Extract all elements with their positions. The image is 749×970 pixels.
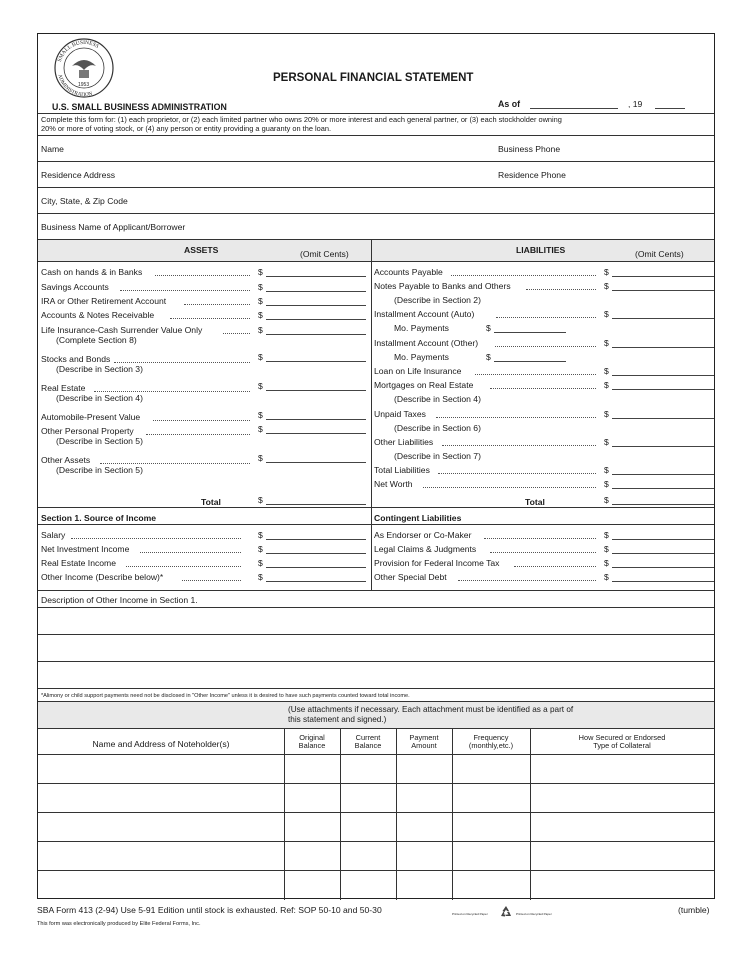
section1-heading: Section 1. Source of Income [41, 513, 157, 523]
name-label: Name [41, 144, 64, 154]
dotted-leader [94, 391, 250, 392]
col-header-current-l2: Balance [354, 741, 382, 750]
liabilities-total-field[interactable] [612, 504, 714, 505]
col-header-secured-l2: Type of Collateral [593, 741, 651, 750]
instructions-line-1: Complete this form for: (1) each proprietor, or (2) each limited partner who owns 20% or more interest and each general partner, or (3) each stockholder owning [41, 115, 562, 124]
dollar-sign: $ [604, 380, 609, 390]
liability-label: Net Worth [374, 479, 413, 489]
dollar-sign: $ [258, 558, 263, 568]
income-label: Salary [41, 530, 66, 540]
dotted-leader [140, 552, 241, 553]
asset-amount-field[interactable] [266, 462, 366, 463]
asset-label: IRA or Other Retirement Account [41, 296, 167, 306]
asset-amount-field[interactable] [266, 319, 366, 320]
dotted-leader [114, 362, 250, 363]
business-phone-label: Business Phone [498, 144, 561, 154]
income-label: Real Estate Income [41, 558, 116, 568]
dotted-leader [155, 275, 250, 276]
income-amount-field[interactable] [266, 581, 366, 582]
asset-label: Automobile-Present Value [41, 412, 141, 422]
contingent-amount-field[interactable] [612, 581, 714, 582]
asset-sublabel: (Describe in Section 5) [56, 465, 143, 475]
dotted-leader [184, 304, 250, 305]
asset-label: Real Estate [41, 383, 86, 393]
dollar-sign: $ [604, 558, 609, 568]
asset-amount-field[interactable] [266, 433, 366, 434]
dotted-leader [514, 566, 596, 567]
dollar-sign: $ [486, 323, 491, 333]
table-row[interactable] [38, 755, 714, 783]
dollar-sign: $ [258, 325, 263, 335]
business-name-label: Business Name of Applicant/Borrower [41, 222, 186, 232]
rule-line [38, 161, 714, 162]
dollar-sign: $ [604, 465, 609, 475]
liability-sublabel: (Describe in Section 4) [394, 394, 481, 404]
dotted-leader [120, 290, 250, 291]
income-label: Other Income (Describe below)* [41, 572, 164, 582]
asset-label: Accounts & Notes Receivable [41, 310, 155, 320]
contingent-amount-field[interactable] [612, 553, 714, 554]
dollar-sign: $ [258, 572, 263, 582]
attachments-line-2: this statement and signed.) [288, 715, 387, 724]
col-header-noteholder: Name and Address of Noteholder(s) [92, 739, 230, 749]
liability-label: Other Liabilities [374, 437, 434, 447]
dollar-sign: $ [258, 424, 263, 434]
seal-year: 1953 [78, 82, 90, 88]
as-of-date-field[interactable] [530, 108, 618, 109]
rule-line [38, 507, 714, 508]
city-state-zip-field[interactable] [148, 189, 708, 213]
residence-phone-field[interactable] [583, 163, 708, 187]
asset-label: Savings Accounts [41, 282, 109, 292]
dollar-sign: $ [258, 310, 263, 320]
contingent-label: Legal Claims & Judgments [374, 544, 477, 554]
dollar-sign: $ [258, 282, 263, 292]
liabilities-total-label: Total [525, 497, 545, 507]
assets-liabilities-divider [371, 239, 372, 507]
income-contingent-divider [371, 507, 372, 590]
attachments-line-1: (Use attachments if necessary. Each attachment must be identified as a part of [288, 705, 574, 714]
year-field[interactable] [655, 108, 685, 109]
rule-line [38, 113, 714, 114]
dotted-leader [153, 420, 250, 421]
rule-line [38, 524, 714, 525]
asset-amount-field[interactable] [266, 334, 366, 335]
liability-amount-field[interactable] [612, 488, 714, 489]
col-header-current-l1: Current [355, 733, 381, 742]
rule-line [38, 213, 714, 214]
dollar-sign: $ [604, 495, 609, 505]
year-prefix: , 19 [628, 99, 643, 109]
dollar-sign: $ [258, 544, 263, 554]
liability-amount-field[interactable] [612, 347, 714, 348]
asset-amount-field[interactable] [266, 361, 366, 362]
monthly-payment-field[interactable] [494, 361, 566, 362]
asset-sublabel: (Describe in Section 3) [56, 364, 143, 374]
monthly-payment-field[interactable] [494, 332, 566, 333]
dotted-leader [475, 374, 596, 375]
liability-sublabel: (Describe in Section 2) [394, 295, 481, 305]
dotted-leader [100, 463, 250, 464]
form-title: PERSONAL FINANCIAL STATEMENT [273, 72, 474, 84]
dotted-leader [438, 473, 596, 474]
contingent-label: As Endorser or Co-Maker [374, 530, 472, 540]
asset-amount-field[interactable] [266, 305, 366, 306]
liability-amount-field[interactable] [612, 375, 714, 376]
dotted-leader [458, 580, 596, 581]
asset-amount-field[interactable] [266, 419, 366, 420]
dollar-sign: $ [604, 338, 609, 348]
contingent-amount-field[interactable] [612, 567, 714, 568]
dotted-leader [490, 552, 596, 553]
liability-amount-field[interactable] [612, 474, 714, 475]
liability-amount-field[interactable] [612, 290, 714, 291]
col-header-original-l2: Balance [298, 741, 326, 750]
asset-sublabel: (Complete Section 8) [56, 335, 137, 345]
dollar-sign: $ [486, 352, 491, 362]
income-amount-field[interactable] [266, 567, 366, 568]
liability-sublabel: (Describe in Section 7) [394, 451, 481, 461]
liability-label: Installment Account (Other) [374, 338, 479, 348]
dotted-leader [436, 417, 596, 418]
other-income-desc-field[interactable] [38, 608, 714, 688]
contingent-label: Provision for Federal Income Tax [374, 558, 500, 568]
dollar-sign: $ [604, 437, 609, 447]
liability-sublabel: Mo. Payments [394, 323, 449, 333]
city-state-zip-label: City, State, & Zip Code [41, 196, 128, 206]
assets-total-field[interactable] [266, 504, 366, 505]
dollar-sign: $ [604, 544, 609, 554]
income-label: Net Investment Income [41, 544, 130, 554]
dollar-sign: $ [604, 572, 609, 582]
col-header-frequency-l2: (monthly,etc.) [468, 741, 514, 750]
agency-name: U.S. SMALL BUSINESS ADMINISTRATION [52, 102, 227, 112]
rule-line [38, 728, 714, 729]
liability-amount-field[interactable] [612, 446, 714, 447]
business-phone-field[interactable] [578, 138, 708, 162]
dollar-sign: $ [258, 530, 263, 540]
rule-line [38, 261, 714, 262]
rule-line [38, 688, 714, 689]
liability-label: Installment Account (Auto) [374, 309, 475, 319]
table-row[interactable] [38, 842, 714, 870]
dotted-leader [170, 318, 250, 319]
assets-heading: ASSETS [184, 245, 219, 255]
liability-sublabel: Mo. Payments [394, 352, 449, 362]
produced-by: This form was electronically produced by Elite Federal Forms, Inc. [37, 921, 201, 927]
col-header-payment-l2: Amount [411, 741, 437, 750]
dotted-leader [526, 289, 596, 290]
rule-line [38, 661, 714, 662]
other-income-desc-label: Description of Other Income in Section 1. [41, 595, 198, 605]
liability-label: Accounts Payable [374, 267, 443, 277]
dollar-sign: $ [258, 410, 263, 420]
dollar-sign: $ [604, 281, 609, 291]
dotted-leader [223, 333, 250, 334]
form-number: SBA Form 413 (2-94) Use 5-91 Edition until stock is exhausted. Ref: SOP 50-10 and 50-30 [37, 905, 382, 915]
as-of-label: As of [498, 99, 520, 109]
dollar-sign: $ [258, 296, 263, 306]
asset-label: Other Personal Property [41, 426, 134, 436]
liability-sublabel: (Describe in Section 6) [394, 423, 481, 433]
liability-amount-field[interactable] [612, 318, 714, 319]
table-row[interactable] [38, 784, 714, 812]
dollar-sign: $ [258, 453, 263, 463]
dollar-sign: $ [604, 409, 609, 419]
dollar-sign: $ [604, 309, 609, 319]
rule-line [38, 135, 714, 136]
income-amount-field[interactable] [266, 539, 366, 540]
tumble-note: (tumble) [678, 905, 710, 915]
dollar-sign: $ [258, 381, 263, 391]
assets-total-label: Total [201, 497, 221, 507]
asset-label: Stocks and Bonds [41, 354, 111, 364]
dollar-sign: $ [258, 267, 263, 277]
dollar-sign: $ [604, 479, 609, 489]
residence-address-field[interactable] [138, 163, 488, 187]
liability-label: Unpaid Taxes [374, 409, 426, 419]
dotted-leader [71, 538, 241, 539]
seal-text-bottom: ADMINISTRATION [56, 73, 94, 99]
dotted-leader [182, 580, 241, 581]
contingent-label: Other Special Debt [374, 572, 447, 582]
table-row[interactable] [38, 871, 714, 899]
svg-text:SMALL BUSINESS [57, 40, 100, 63]
table-row[interactable] [38, 813, 714, 841]
dotted-leader [495, 346, 596, 347]
assets-omit-cents: (Omit Cents) [300, 249, 349, 259]
dotted-leader [451, 275, 596, 276]
liability-label: Total Liabilities [374, 465, 430, 475]
seal-text-top: SMALL BUSINESS [56, 39, 100, 63]
liability-label: Mortgages on Real Estate [374, 380, 474, 390]
business-name-field[interactable] [208, 215, 708, 239]
asset-amount-field[interactable] [266, 390, 366, 391]
recycled-note-left: Printed on Recycled Paper [452, 912, 488, 916]
dotted-leader [423, 487, 596, 488]
form-sheet [37, 33, 715, 899]
liabilities-omit-cents: (Omit Cents) [635, 249, 684, 259]
col-header-frequency-l1: Frequency [473, 733, 509, 742]
residence-address-label: Residence Address [41, 170, 116, 180]
asset-label: Cash on hands & in Banks [41, 267, 143, 277]
asset-sublabel: (Describe in Section 5) [56, 436, 143, 446]
dotted-leader [126, 566, 241, 567]
rule-line [38, 634, 714, 635]
asset-label: Life Insurance-Cash Surrender Value Only [41, 325, 203, 335]
dollar-sign: $ [604, 366, 609, 376]
asset-label: Other Assets [41, 455, 91, 465]
dollar-sign: $ [604, 530, 609, 540]
liability-amount-field[interactable] [612, 276, 714, 277]
col-header-secured-l1: How Secured or Endorsed [578, 733, 666, 742]
recycle-icon [499, 905, 513, 919]
rule-line [38, 590, 714, 591]
dollar-sign: $ [604, 267, 609, 277]
dollar-sign: $ [258, 352, 263, 362]
dotted-leader [496, 317, 596, 318]
name-field[interactable] [98, 138, 488, 162]
liability-label: Loan on Life Insurance [374, 366, 462, 376]
col-header-payment-l1: Payment [409, 733, 439, 742]
contingent-heading: Contingent Liabilities [374, 513, 462, 523]
instructions-line-2: 20% or more of voting stock, or (4) any person or entity providing a guaranty on the loan. [41, 124, 332, 133]
asset-sublabel: (Describe in Section 4) [56, 393, 143, 403]
liability-label: Notes Payable to Banks and Others [374, 281, 511, 291]
asset-amount-field[interactable] [266, 291, 366, 292]
dollar-sign: $ [258, 495, 263, 505]
income-amount-field[interactable] [266, 553, 366, 554]
liability-amount-field[interactable] [612, 418, 714, 419]
dotted-leader [490, 388, 596, 389]
liability-amount-field[interactable] [612, 389, 714, 390]
residence-phone-label: Residence Phone [498, 170, 566, 180]
dotted-leader [146, 434, 250, 435]
col-header-original-l1: Original [299, 733, 325, 742]
dotted-leader [442, 445, 596, 446]
recycled-note-right: Printed on Recycled Paper [516, 912, 552, 916]
liabilities-heading: LIABILITIES [516, 245, 566, 255]
dotted-leader [484, 538, 596, 539]
rule-line [38, 187, 714, 188]
contingent-amount-field[interactable] [612, 539, 714, 540]
alimony-note: *Alimony or child support payments need not be disclosed in "Other Income" unless it is desired to have such payments counted toward total income. [41, 693, 410, 699]
sba-seal-icon [52, 36, 116, 100]
asset-amount-field[interactable] [266, 276, 366, 277]
